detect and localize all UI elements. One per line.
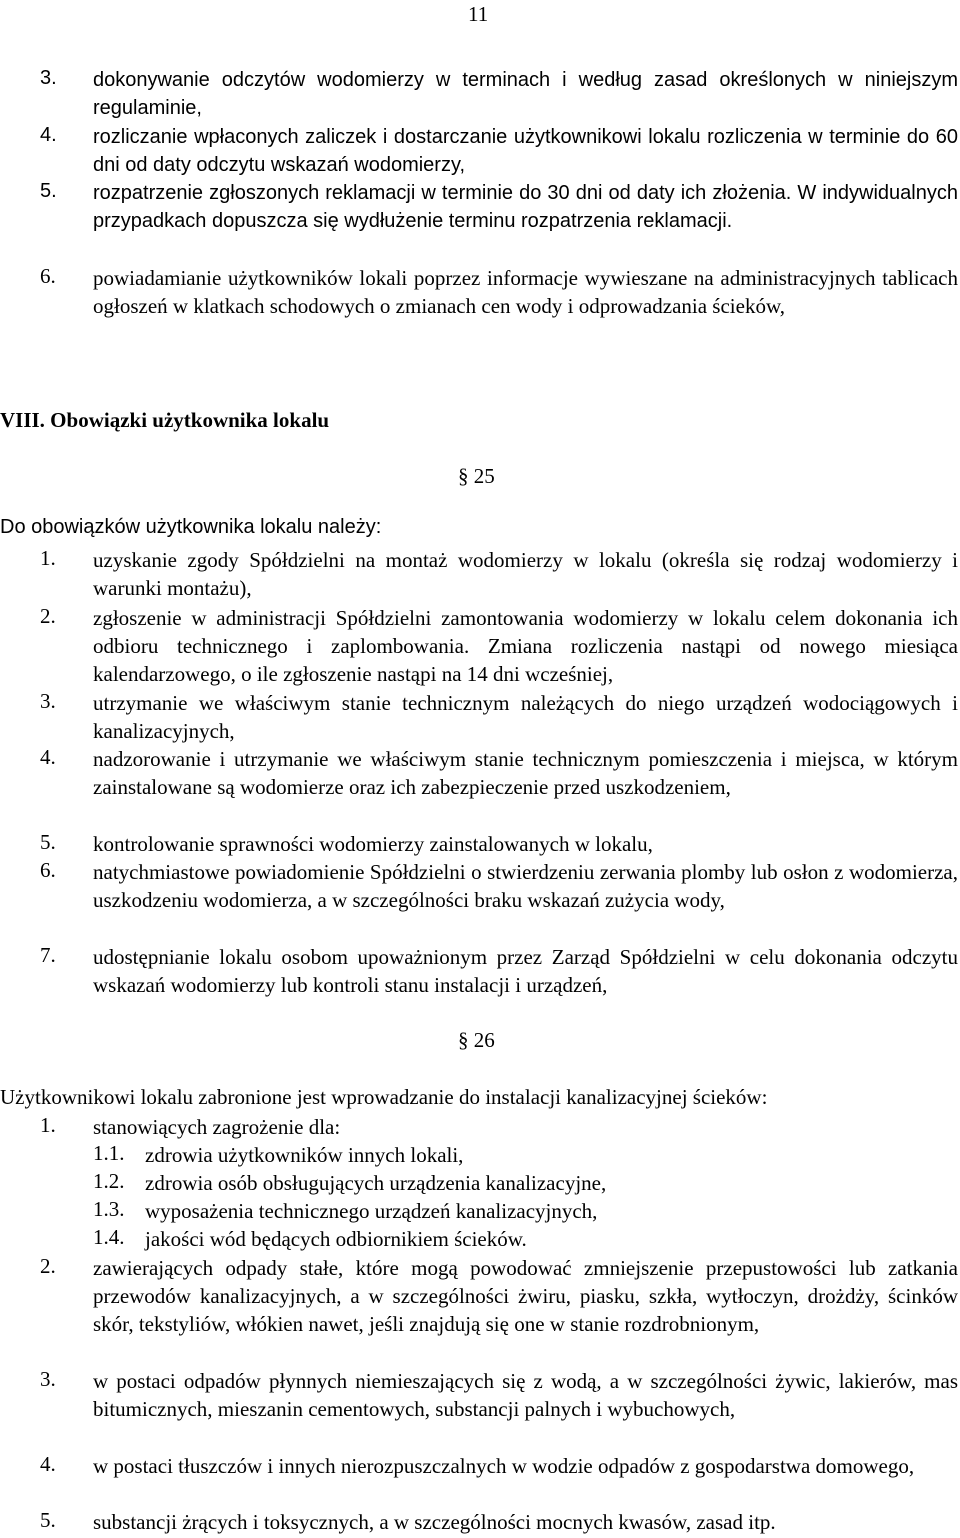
list-item-number: 2.: [40, 604, 56, 628]
list-item-number: 2.: [40, 1254, 56, 1278]
list-item-text: zgłoszenie w administracji Spółdzielni zamontowania wodomierzy w lokalu celem dokonania ich odbioru technicznego i zaplombowania. Zmiana rozliczenia nastąpi od nowego miesiąca kalendarzowego, o ile zgłoszenie nastąpi na 14 dni wcześniej,: [93, 606, 958, 686]
sub-list-item-number: 1.3.: [93, 1197, 125, 1221]
list-item-number: 7.: [40, 943, 56, 967]
list-item-text: zawierających odpady stałe, które mogą powodować zmniejszenie przepustowości lub zatkania przewodów kanalizacyjnych, a w szczególności żwiru, piasku, szkła, wytłoczyn, drożdży, ścinków skór, tekstyliów, włókien nawet, jeśli znajdują się one w stanie rozdrobnionym,: [93, 1256, 958, 1336]
list-item-text: powiadamianie użytkowników lokali poprzez informacje wywieszane na administracyjnych tablicach ogłoszeń w klatkach schodowych o zmianach cen wody i odprowadzania ścieków,: [93, 266, 958, 318]
sub-list-item-text: zdrowia osób obsługujących urządzenia kanalizacyjne,: [145, 1171, 607, 1195]
list-item-number: 1.: [40, 546, 56, 570]
list-item-number: 3.: [40, 689, 56, 713]
list-item-number: 5.: [40, 180, 57, 202]
list-item-text: nadzorowanie i utrzymanie we właściwym stanie technicznym pomieszczenia i miejsca, w którym zainstalowane są wodomierze oraz ich zabezpieczenie przed uszkodzeniem,: [93, 747, 958, 799]
list-item-number: 1.: [40, 1113, 56, 1137]
list-item-number: 4.: [40, 124, 57, 146]
sub-list-item-number: 1.1.: [93, 1141, 125, 1165]
list-item-number: 5.: [40, 830, 56, 854]
list-item-text: kontrolowanie sprawności wodomierzy zainstalowanych w lokalu,: [93, 832, 653, 856]
list-item-number: 4.: [40, 745, 56, 769]
sub-list-item-number: 1.4.: [93, 1225, 125, 1249]
list-item-text: w postaci tłuszczów i innych nierozpuszczalnych w wodzie odpadów z gospodarstwa domowego,: [93, 1454, 915, 1478]
section-intro: Do obowiązków użytkownika lokalu należy:: [0, 516, 382, 538]
section-intro: Użytkownikowi lokalu zabronione jest wprowadzanie do instalacji kanalizacyjnej ścieków:: [0, 1085, 768, 1109]
list-item-text: utrzymanie we właściwym stanie technicznym należących do niego urządzeń wodociągowych i kanalizacyjnych,: [93, 691, 958, 743]
sub-list-item-text: wyposażenia technicznego urządzeń kanalizacyjnych,: [145, 1199, 598, 1223]
list-item-number: 5.: [40, 1508, 56, 1532]
list-item-number: 4.: [40, 1452, 56, 1476]
list-item-text: natychmiastowe powiadomienie Spółdzielni o stwierdzeniu zerwania plomby lub osłon z wodomierza, uszkodzeniu wodomierza, a w szczególności braku wskazań zużycia wody,: [93, 860, 958, 912]
paragraph-number: § 25: [458, 464, 495, 488]
list-item-number: 3.: [40, 1367, 56, 1391]
list-item-text: dokonywanie odczytów wodomierzy w terminach i według zasad określonych w niniejszym regulaminie,: [93, 69, 958, 119]
list-item-text: rozliczanie wpłaconych zaliczek i dostarczanie użytkownikowi lokalu rozliczenia w terminie do 60 dni od daty odczytu wskazań wodomierzy,: [93, 126, 958, 176]
list-item-text: substancji żrących i toksycznych, a w szczególności mocnych kwasów, zasad itp.: [93, 1510, 776, 1534]
page-number: 11: [468, 2, 489, 26]
sub-list-item-text: zdrowia użytkowników innych lokali,: [145, 1143, 464, 1167]
paragraph-number: § 26: [458, 1028, 495, 1052]
list-item-text: udostępnianie lokalu osobom upoważnionym przez Zarząd Spółdzielni w celu dokonania odczytu wskazań wodomierzy lub kontroli stanu instalacji i urządzeń,: [93, 945, 958, 997]
sub-list-item-text: jakości wód będących odbiornikiem ścieków.: [145, 1227, 527, 1251]
list-item-text: w postaci odpadów płynnych niemieszających się z wodą, a w szczególności żywic, lakierów, mas bitumicznych, mieszanin cementowych, substancji palnych i wybuchowych,: [93, 1369, 958, 1421]
list-item-number: 3.: [40, 67, 57, 89]
list-item-text: uzyskanie zgody Spółdzielni na montaż wodomierzy w lokalu (określa się rodzaj wodomierzy i warunki montażu),: [93, 548, 958, 600]
section-heading: VIII. Obowiązki użytkownika lokalu: [0, 408, 330, 432]
list-item-text: rozpatrzenie zgłoszonych reklamacji w terminie do 30 dni od daty ich złożenia. W indywidualnych przypadkach dopuszcza się wydłużenie terminu rozpatrzenia reklamacji.: [93, 182, 958, 232]
sub-list-item-number: 1.2.: [93, 1169, 125, 1193]
list-item-number: 6.: [40, 264, 56, 288]
list-item-number: 6.: [40, 858, 56, 882]
list-item-text: stanowiących zagrożenie dla:: [93, 1115, 341, 1139]
